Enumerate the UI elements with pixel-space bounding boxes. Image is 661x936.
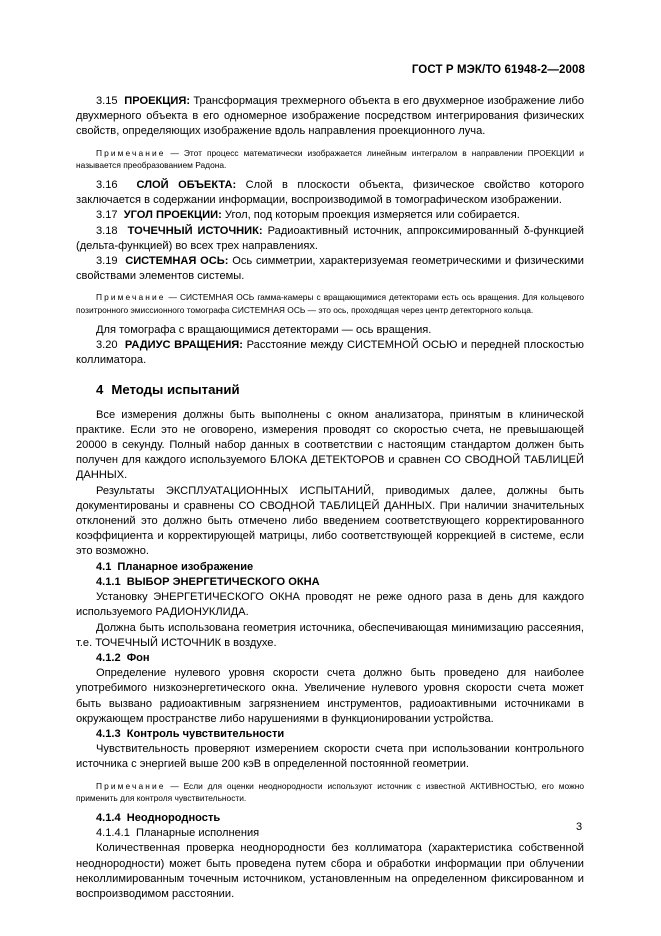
note	[76, 147, 584, 171]
page-content	[76, 94, 584, 902]
subsection-title: Неоднородность	[126, 811, 221, 824]
definition-3-15	[76, 94, 584, 140]
definition-text: Ось симметрии, характеризуемая геометрическими и физическими свойствами элементов системы.	[76, 255, 584, 283]
subsection-number: 4.1.3	[96, 727, 121, 740]
paragraph-text: Установку ЭНЕРГЕТИЧЕСКОГО ОКНА проводят не реже одного раза в день для каждого используемого РАДИОНУКЛИДА.	[76, 591, 584, 619]
note	[76, 780, 584, 804]
section-heading-4	[76, 382, 584, 397]
definition-term: ТОЧЕЧНЫЙ ИСТОЧНИК:	[127, 224, 263, 237]
paragraph-text: Для томографа с вращающимися детекторами — ось вращения.	[96, 323, 432, 336]
paragraph	[76, 484, 584, 560]
definition-3-16	[76, 178, 584, 208]
paragraph	[76, 666, 584, 727]
definition-number: 3.19	[96, 255, 118, 268]
note-label: Примечание	[96, 147, 166, 158]
subsection-heading-4-1-4	[76, 811, 584, 826]
paragraph-text: Результаты ЭКСПЛУАТАЦИОННЫХ ИСПЫТАНИЙ, приводимых далее, должны быть документированы и сравнены СО СВОДНОЙ ТАБЛИЦЕЙ ДАННЫХ. При наличии значительных отклонений это должно быть отмечено либо введением соответствующего корректированного коэффициента и корректирующей матрицы, либо соответствующей коррекцией в системе, если это возможно.	[76, 484, 584, 558]
definition-number: 3.16	[96, 179, 118, 192]
subsection-number: 4.1.1	[96, 575, 121, 588]
paragraph-text: Определение нулевого уровня скорости счета должно быть проведено для наиболее употребимого низкоэнергетического окна. Увеличение нулевого уровня скорости счета может быть вызвано радиоактивным загрязнением инструментов, радиоактивными источниками в окружающем пространстве либо нарушениями в функционировании устройства.	[76, 667, 584, 725]
subsection-title: Планарные исполнения	[135, 827, 260, 840]
definition-number: 3.18	[96, 224, 118, 237]
standard-header: ГОСТ Р МЭК/ТО 61948-2—2008	[411, 64, 585, 76]
subsection-title: ВЫБОР ЭНЕРГЕТИЧЕСКОГО ОКНА	[126, 575, 320, 588]
definition-3-18	[76, 224, 584, 254]
subsection-heading-4-1	[76, 560, 584, 575]
definition-number: 3.15	[96, 95, 118, 107]
subsection-number: 4.1.2	[96, 651, 121, 664]
paragraph-text: Чувствительность проверяют измерением скорости счета при использовании контрольного источника с энергией выше 200 кэВ в определенной постоянной геометрии.	[76, 743, 584, 771]
definition-number: 3.17	[96, 209, 118, 222]
subsection-title: Контроль чувствительности	[126, 727, 285, 740]
page-number: 3	[576, 821, 583, 833]
definition-3-19	[76, 254, 584, 284]
subsection-heading-4-1-2	[76, 651, 584, 666]
paragraph	[76, 742, 584, 772]
note-label: Примечание	[96, 780, 166, 791]
subsection-heading-4-1-3	[76, 727, 584, 742]
paragraph	[76, 408, 584, 484]
note-label: Примечание	[96, 292, 166, 303]
definition-term: СИСТЕМНАЯ ОСЬ:	[125, 255, 229, 268]
definition-text: Радиоактивный источник, аппроксимированный δ-функцией (дельта-функцией) во всех трех направлениях.	[76, 224, 584, 252]
subsection-number: 4.1.4	[96, 811, 121, 824]
definition-term: РАДИУС ВРАЩЕНИЯ:	[124, 339, 243, 352]
definition-term: УГОЛ ПРОЕКЦИИ:	[123, 209, 222, 222]
section-title: Методы испытаний	[111, 382, 240, 398]
note	[76, 291, 584, 315]
subsection-number: 4.1	[96, 560, 112, 573]
paragraph-text: Должна быть использована геометрия источника, обеспечивающая минимизацию рассеяния, т.е. ТОЧЕЧНЫЙ ИСТОЧНИК в воздухе.	[76, 621, 584, 649]
definition-text: Расстояние между СИСТЕМНОЙ ОСЬЮ и передней плоскостью коллиматора.	[76, 339, 584, 367]
paragraph	[76, 621, 584, 651]
paragraph	[76, 590, 584, 620]
subsection-title: Планарное изображение	[117, 560, 254, 573]
note-text: — Этот процесс математически изображается линейным интегралом в направлении ПРОЕКЦИИ и называется преобразованием Радона.	[76, 147, 584, 170]
paragraph	[76, 841, 584, 902]
paragraph-text: Количественная проверка неоднородности без коллиматора (характеристика собственной неоднородности) может быть проведена путем сбора и обработки информации при облучении неколлимированным точечным источником, установленным на определенном фиксированном и воспроизводимом расстоянии.	[76, 842, 584, 900]
definition-text: Трансформация трехмерного объекта в его двухмерное изображение либо двухмерного объекта в его одномерное изображение посредством интегрирования физических свойств, определяющих изображение вдоль направления проекционного луча.	[76, 95, 584, 138]
subsection-number: 4.1.4.1	[96, 827, 130, 840]
definition-term: ПРОЕКЦИЯ:	[124, 95, 191, 107]
subsection-heading-4-1-1	[76, 575, 584, 590]
definition-3-17	[76, 208, 584, 223]
subsection-heading-4-1-4-1	[76, 826, 584, 841]
definition-3-20	[76, 338, 584, 368]
definition-text: Слой в плоскости объекта, физическое свойство которого заключается в содержании информации, воспроизводимой в томографическом изображении.	[76, 179, 584, 207]
note-text: — СИСТЕМНАЯ ОСЬ гамма-камеры с вращающимися детекторами есть ось вращения. Для кольцевого позитронного эмиссионного томографа СИСТЕМНАЯ ОСЬ — это ось, проходящая через центр детекторного кольца.	[76, 292, 584, 315]
subsection-title: Фон	[126, 651, 150, 664]
paragraph-text: Все измерения должны быть выполнены с окном анализатора, принятым в клинической практике. Если это не оговорено, измерения проводят со скоростью счета, не превышающей 20000 в секунду. Полный набор данных в соответствии с настоящим стандартом должен быть получен для каждого используемого БЛОКА ДЕТЕКТОРОВ и сравнен СО СВОДНОЙ ТАБЛИЦЕЙ ДАННЫХ.	[76, 408, 584, 482]
section-number: 4	[96, 382, 104, 398]
definition-term: СЛОЙ ОБЪЕКТА:	[136, 179, 237, 192]
note-text: — Если для оценки неоднородности используют источник с известной АКТИВНОСТЬЮ, его можно применить для контроля чувствительности.	[76, 780, 584, 803]
definition-text: Угол, под которым проекция измеряется или собирается.	[221, 209, 520, 222]
definition-number: 3.20	[96, 339, 118, 352]
rotating-detectors-text	[76, 323, 584, 338]
